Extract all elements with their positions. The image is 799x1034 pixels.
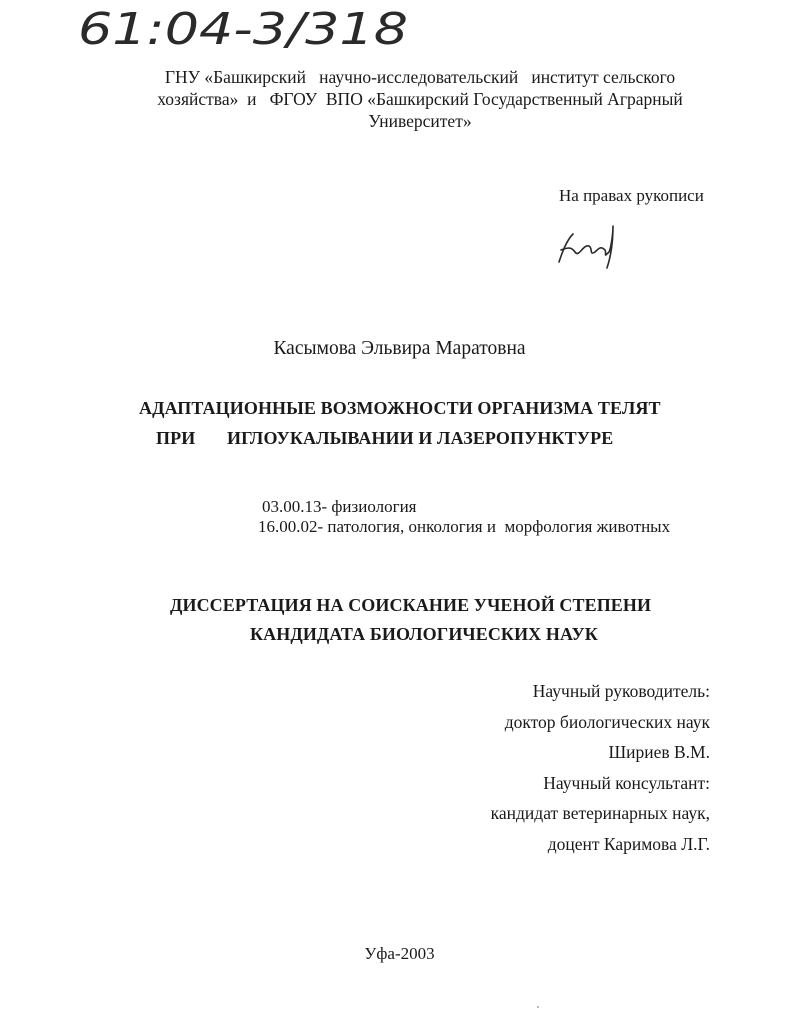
institution-line-2: хозяйства» и ФГОУ ВПО «Башкирский Государственный Аграрный (157, 89, 683, 109)
consultant-degree: кандидат ветеринарных наук, (490, 803, 710, 824)
thesis-title-line-2-prefix: ПРИ (156, 428, 196, 448)
institution-header (120, 66, 720, 132)
institution-line-1: ГНУ «Башкирский научно-исследовательский институт сельского (164, 67, 676, 87)
institution-line-3: Университет» (368, 111, 472, 131)
thesis-title-line-2: ИГЛОУКАЛЫВАНИИ И ЛАЗЕРОПУНКТУРЕ (227, 428, 614, 448)
specialty-code-1: 03.00.13- физиология (262, 497, 417, 516)
archive-number-text: 61:04-3/318 (78, 4, 408, 50)
supervisor-name: Шириев В.М. (608, 742, 710, 763)
scan-speck (537, 1006, 539, 1008)
city-year: Уфа-2003 (364, 944, 435, 963)
consultant-label: Научный консультант: (543, 772, 710, 793)
author-name: Касымова Эльвира Маратовна (273, 338, 526, 359)
supervisor-degree: доктор биологических наук (504, 711, 710, 732)
manuscript-rights-label: На правах рукописи (559, 186, 704, 205)
dissertation-label-line-2: КАНДИДАТА БИОЛОГИЧЕСКИХ НАУК (250, 624, 598, 644)
specialty-code-2: 16.00.02- патология, онкология и морфология животных (258, 517, 671, 536)
thesis-title-line-1: АДАПТАЦИОННЫЕ ВОЗМОЖНОСТИ ОРГАНИЗМА ТЕЛЯТ (139, 398, 661, 418)
advisors-block (420, 676, 710, 860)
dissertation-label-line-1: ДИССЕРТАЦИЯ НА СОИСКАНИЕ УЧЕНОЙ СТЕПЕНИ (170, 595, 652, 615)
author-signature (553, 222, 623, 270)
supervisor-label: Научный руководитель: (532, 681, 710, 701)
archive-number-handwritten (78, 4, 418, 50)
consultant-name: доцент Каримова Л.Г. (547, 833, 710, 854)
